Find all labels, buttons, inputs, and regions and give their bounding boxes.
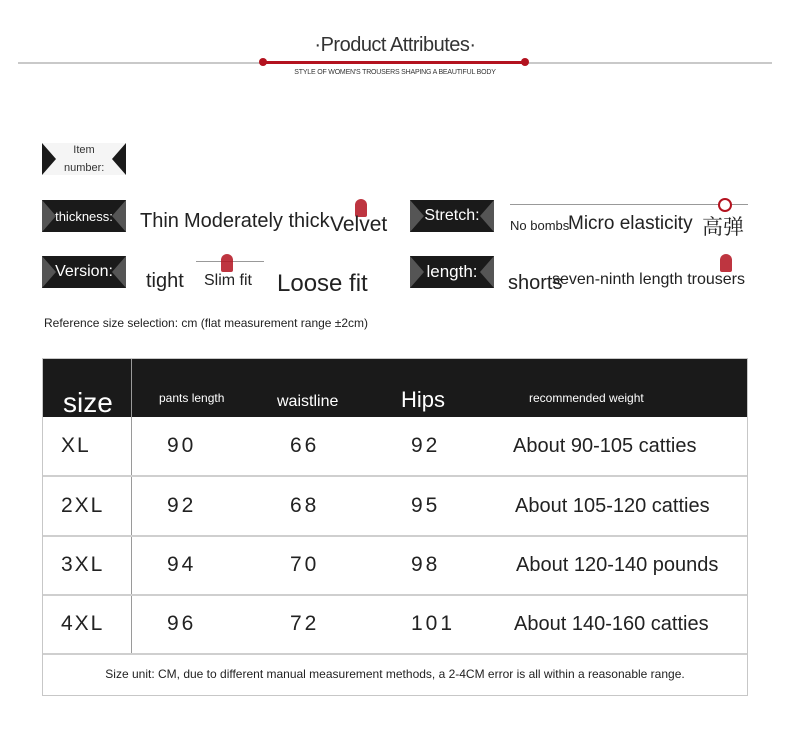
header-accent-dot-left <box>259 58 267 66</box>
cell-size: 3XL <box>61 553 105 576</box>
stretch-option-high: 高弹 <box>702 216 744 239</box>
cell-pants-length: 94 <box>167 553 197 576</box>
item-number-tag <box>42 143 126 175</box>
table-row <box>43 536 747 596</box>
length-selected-marker <box>720 254 732 272</box>
cell-pants-length: 90 <box>167 434 197 457</box>
header-waistline: waistline <box>277 393 339 410</box>
stretch-selected-marker <box>718 198 732 212</box>
table-row <box>43 595 747 655</box>
cell-pants-length: 96 <box>167 612 197 635</box>
version-tag <box>42 256 126 288</box>
thickness-label: thickness: <box>55 208 113 224</box>
version-option-loose: Loose fit <box>277 270 368 297</box>
cell-waistline: 66 <box>290 434 320 457</box>
header-divider-right <box>527 62 772 64</box>
stretch-option-micro: Micro elasticity <box>568 213 693 234</box>
cell-waistline: 68 <box>290 494 320 517</box>
item-number-label: Item number: <box>64 144 105 174</box>
cell-size: XL <box>61 434 91 457</box>
thickness-option-thin: Thin <box>140 210 179 232</box>
table-row <box>43 417 747 477</box>
length-option-shorts: shorts <box>508 272 563 294</box>
cell-weight: About 120-140 pounds <box>516 553 719 576</box>
thickness-option-moderate: Moderately thick <box>184 210 330 232</box>
page-title: ·Product Attributes· <box>314 34 476 56</box>
table-row <box>43 477 747 537</box>
length-tag <box>410 256 494 288</box>
version-option-tight: tight <box>146 270 184 292</box>
size-table <box>42 358 748 696</box>
cell-hips: 92 <box>411 434 441 457</box>
header-accent-bar <box>263 61 527 64</box>
cell-pants-length: 92 <box>167 494 197 517</box>
length-option-seven-ninth: seven-ninth length trousers <box>552 271 745 288</box>
cell-hips: 98 <box>411 553 441 576</box>
cell-weight: About 140-160 catties <box>514 612 709 635</box>
cell-waistline: 72 <box>290 612 320 635</box>
version-selected-marker <box>221 254 233 272</box>
table-footer-note: Size unit: CM, due to different manual measurement methods, a 2-4CM error is all within a reasonable range. <box>105 667 685 681</box>
reference-note: Reference size selection: cm (flat measurement range ±2cm) <box>44 316 369 330</box>
thickness-option-velvet: Velvet <box>330 213 388 236</box>
header-size: size <box>63 387 113 418</box>
cell-waistline: 70 <box>290 553 320 576</box>
thickness-tag <box>42 200 126 232</box>
cell-size: 4XL <box>61 612 105 635</box>
cell-weight: About 90-105 catties <box>513 434 697 457</box>
version-option-slim: Slim fit <box>204 272 252 289</box>
header-pants-length: pants length <box>159 391 225 405</box>
stretch-label: Stretch: <box>424 207 480 224</box>
cell-weight: About 105-120 catties <box>515 494 710 517</box>
cell-hips: 101 <box>411 612 456 635</box>
header-accent-dot-right <box>521 58 529 66</box>
stretch-tag <box>410 200 494 232</box>
cell-hips: 95 <box>411 494 441 517</box>
version-label: Version: <box>55 263 113 280</box>
header-recommended-weight: recommended weight <box>529 391 644 405</box>
stretch-scale-line <box>510 204 748 205</box>
page-subtitle: STYLE OF WOMEN'S TROUSERS SHAPING A BEAUTIFUL BODY <box>294 69 496 76</box>
length-label: length: <box>426 262 478 281</box>
table-header <box>43 359 747 417</box>
header-hips: Hips <box>401 387 446 412</box>
stretch-option-none: No bombs <box>510 218 570 233</box>
cell-size: 2XL <box>61 494 105 517</box>
header-divider-left <box>18 62 263 64</box>
